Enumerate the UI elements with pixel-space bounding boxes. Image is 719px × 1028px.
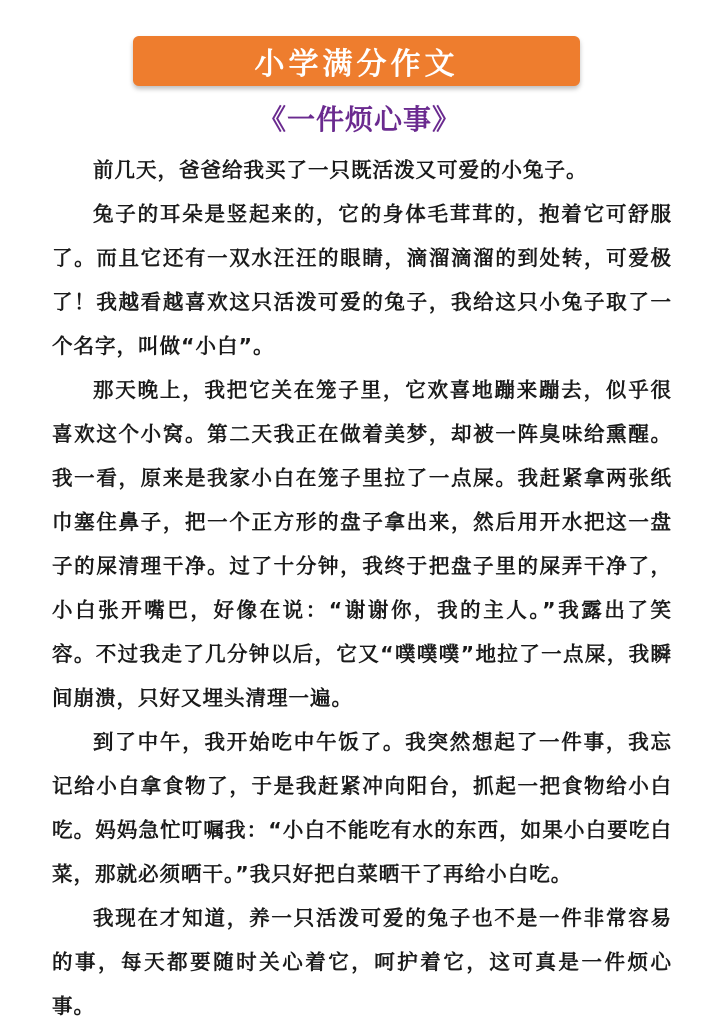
essay-title: 《一件烦心事》: [257, 103, 461, 136]
paragraph: 那天晚上，我把它关在笼子里，它欢喜地蹦来蹦去，似乎很喜欢这个小窝。第二天我正在做着美梦，却被一阵臭味给熏醒。我一看，原来是我家小白在笼子里拉了一点屎。我赶紧拿两张纸巾塞住鼻子，把一个正方形的盘子拿出来，然后用开水把这一盘子的屎清理干净。过了十分钟，我终于把盘子里的屎弄干净了，小白张开嘴巴，好像在说：“谢谢你，我的主人。”我露出了笑容。不过我走了几分钟以后，它又“噗噗噗”地拉了一点屎，我瞬间崩溃，只好又埋头清理一遍。: [52, 378, 672, 710]
title-banner: [133, 36, 580, 86]
paragraph: 我现在才知道，养一只活泼可爱的兔子也不是一件非常容易的事，每天都要随时关心着它，呵护着它，这可真是一件烦心事。: [52, 906, 672, 1018]
essay-body: [52, 148, 672, 1028]
paragraph: 到了中午，我开始吃中午饭了。我突然想起了一件事，我忘记给小白拿食物了，于是我赶紧冲向阳台，抓起一把食物给小白吃。妈妈急忙叮嘱我：“小白不能吃有水的东西，如果小白要吃白菜，那就必须晒干。”我只好把白菜晒干了再给小白吃。: [52, 730, 672, 886]
banner-title: 小学满分作文: [254, 47, 459, 82]
paragraph: 前几天，爸爸给我买了一只既活泼又可爱的小兔子。: [93, 158, 588, 182]
paragraph: 兔子的耳朵是竖起来的，它的身体毛茸茸的，抱着它可舒服了。而且它还有一双水汪汪的眼睛，滴溜滴溜的到处转，可爱极了！我越看越喜欢这只活泼可爱的兔子，我给这只小兔子取了一个名字，叫做“小白”。: [52, 202, 672, 358]
